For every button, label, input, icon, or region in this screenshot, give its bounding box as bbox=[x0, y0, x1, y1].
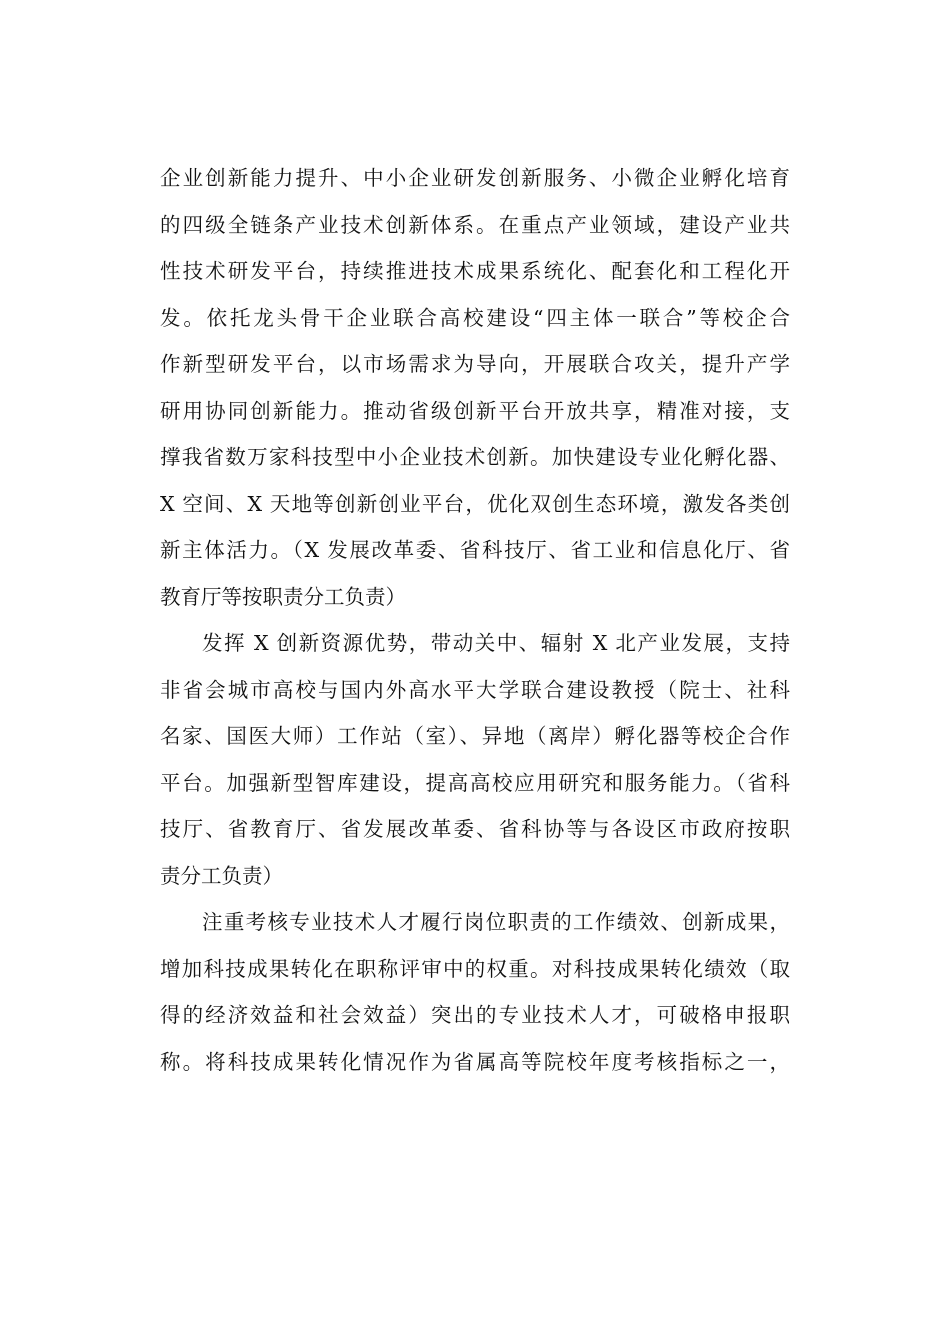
text-line: 研用协同创新能力。推动省级创新平台开放共享，精准对接，支 bbox=[160, 398, 790, 423]
text-line: 发挥 X 创新资源优势，带动关中、辐射 X 北产业发展，支持 bbox=[202, 631, 790, 655]
text-line: 作新型研发平台，以市场需求为导向，开展联合攻关，提升产学 bbox=[160, 352, 790, 376]
text-line: 性技术研发平台，持续推进技术成果系统化、配套化和工程化开 bbox=[160, 259, 790, 283]
text-line: 得的经济效益和社会效益）突出的专业技术人才，可破格申报职 bbox=[160, 1003, 790, 1027]
text-line: X 空间、X 天地等创新创业平台，优化双创生态环境，激发各类创 bbox=[160, 491, 790, 516]
paragraph-3 bbox=[160, 899, 790, 1085]
text-line: 教育厅等按职责分工负责） bbox=[160, 584, 406, 609]
text-line: 非省会城市高校与国内外高水平大学联合建设教授（院士、社科 bbox=[160, 677, 790, 702]
document-body bbox=[160, 155, 790, 1085]
text-line: 的四级全链条产业技术创新体系。在重点产业领域，建设产业共 bbox=[160, 212, 790, 237]
text-line: 称。将科技成果转化情况作为省属高等院校年度考核指标之一， bbox=[160, 1049, 790, 1074]
text-line: 撑我省数万家科技型中小企业技术创新。加快建设专业化孵化器、 bbox=[160, 445, 790, 469]
text-line: 企业创新能力提升、中小企业研发创新服务、小微企业孵化培育 bbox=[160, 166, 790, 190]
text-line: 增加科技成果转化在职称评审中的权重。对科技成果转化绩效（取 bbox=[160, 956, 790, 981]
text-line: 技厅、省教育厅、省发展改革委、省科协等与各设区市政府按职 bbox=[160, 817, 790, 841]
text-line: 责分工负责） bbox=[160, 863, 283, 888]
text-line: 新主体活力。（X 发展改革委、省科技厅、省工业和信息化厅、省 bbox=[160, 538, 790, 562]
paragraph-2 bbox=[160, 620, 790, 899]
text-line: 发。依托龙头骨干企业联合高校建设“四主体一联合”等校企合 bbox=[160, 305, 790, 330]
text-line: 注重考核专业技术人才履行岗位职责的工作绩效、创新成果， bbox=[202, 910, 790, 934]
paragraph-1 bbox=[160, 155, 790, 620]
text-line: 平台。加强新型智库建设，提高高校应用研究和服务能力。（省科 bbox=[160, 770, 790, 795]
text-line: 名家、国医大师）工作站（室）、异地（离岸）孵化器等校企合作 bbox=[160, 724, 790, 748]
